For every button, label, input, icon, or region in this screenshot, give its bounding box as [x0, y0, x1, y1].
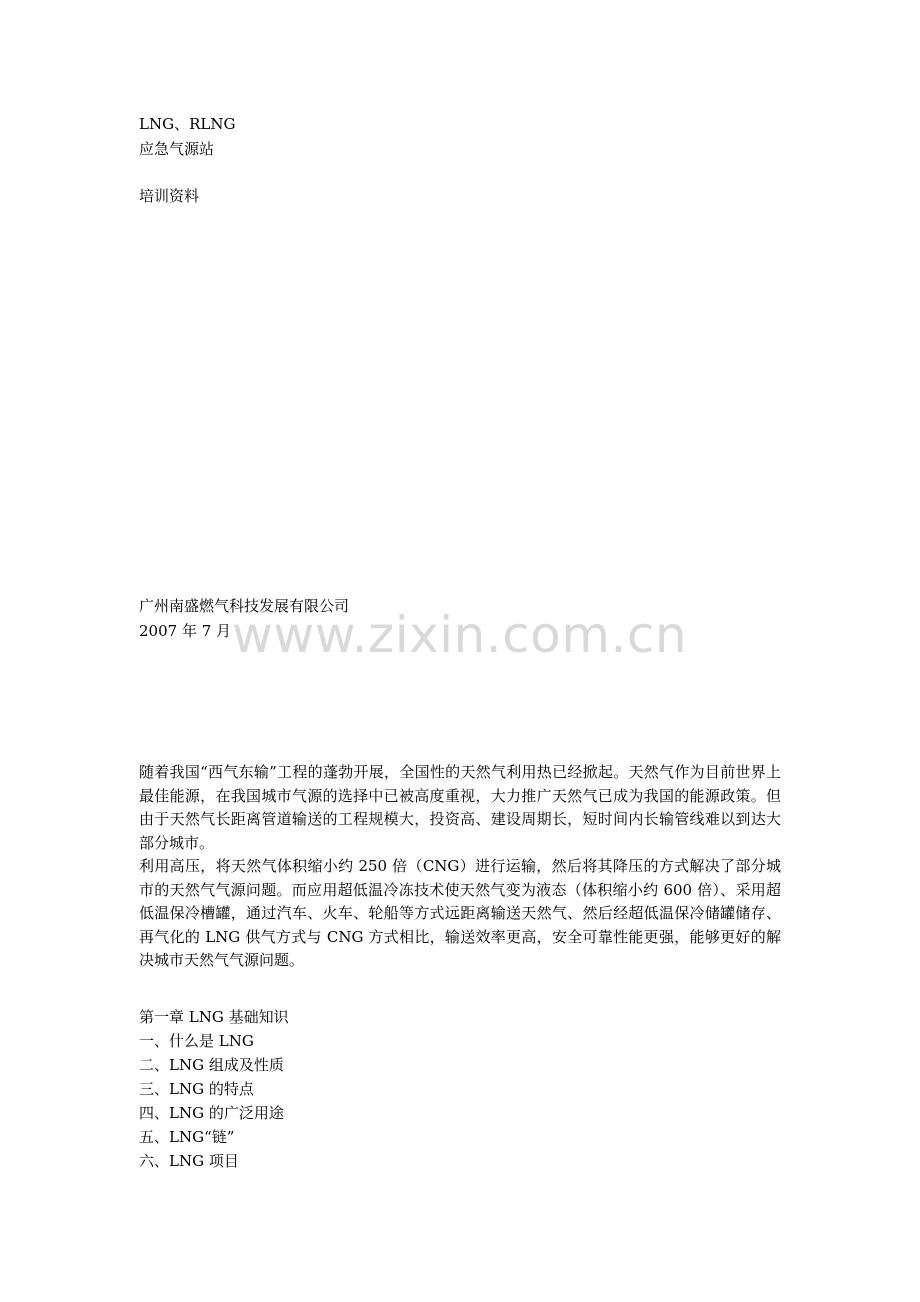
toc-chapter-heading: 第一章 LNG 基础知识 — [139, 1008, 289, 1026]
title-line-2: 应急气源站 — [139, 140, 215, 158]
intro-paragraph-2: 利用高压，将天然气体积缩小约 250 倍（CNG）进行运输，然后将其降压的方式解决了部分城市的天然气气源问题。而应用超低温冷冻技术使天然气变为液态（体积缩小约 600 倍）、采用超低温保冷槽罐，通过汽车、火车、轮船等方式远距离输送天然气、然后经超低温保冷储罐储存、再气化的 LNG 供气方式与 CNG 方式相比，输送效率更高，安全可靠性能更强，能够更好的解决城市天然气气源问题。 — [139, 857, 781, 970]
toc-item: 一、什么是 LNG — [139, 1032, 254, 1050]
toc-item: 四、LNG 的广泛用途 — [139, 1104, 284, 1122]
toc-item: 三、LNG 的特点 — [139, 1080, 254, 1098]
document-subtitle: 培训资料 — [139, 187, 200, 205]
table-of-contents — [139, 1005, 289, 1173]
toc-item: 五、LNG“链” — [139, 1128, 235, 1146]
watermark: www.zixin.com.cn — [232, 606, 688, 664]
toc-item: 二、LNG 组成及性质 — [139, 1056, 284, 1074]
title-line-1: LNG、RLNG — [139, 115, 236, 133]
document-date: 2007 年 7 月 — [139, 622, 232, 640]
company-name: 广州南盛燃气科技发展有限公司 — [139, 597, 350, 615]
toc-item: 六、LNG 项目 — [139, 1152, 239, 1170]
intro-paragraph-1: 随着我国“西气东输”工程的蓬勃开展，全国性的天然气利用热已经掀起。天然气作为目前世界上最佳能源，在我国城市气源的选择中已被高度重视，大力推广天然气已成为我国的能源政策。但由于天然气长距离管道输送的工程规模大，投资高、建设周期长，短时间内长输管线难以到达大部分城市。 — [139, 763, 781, 852]
